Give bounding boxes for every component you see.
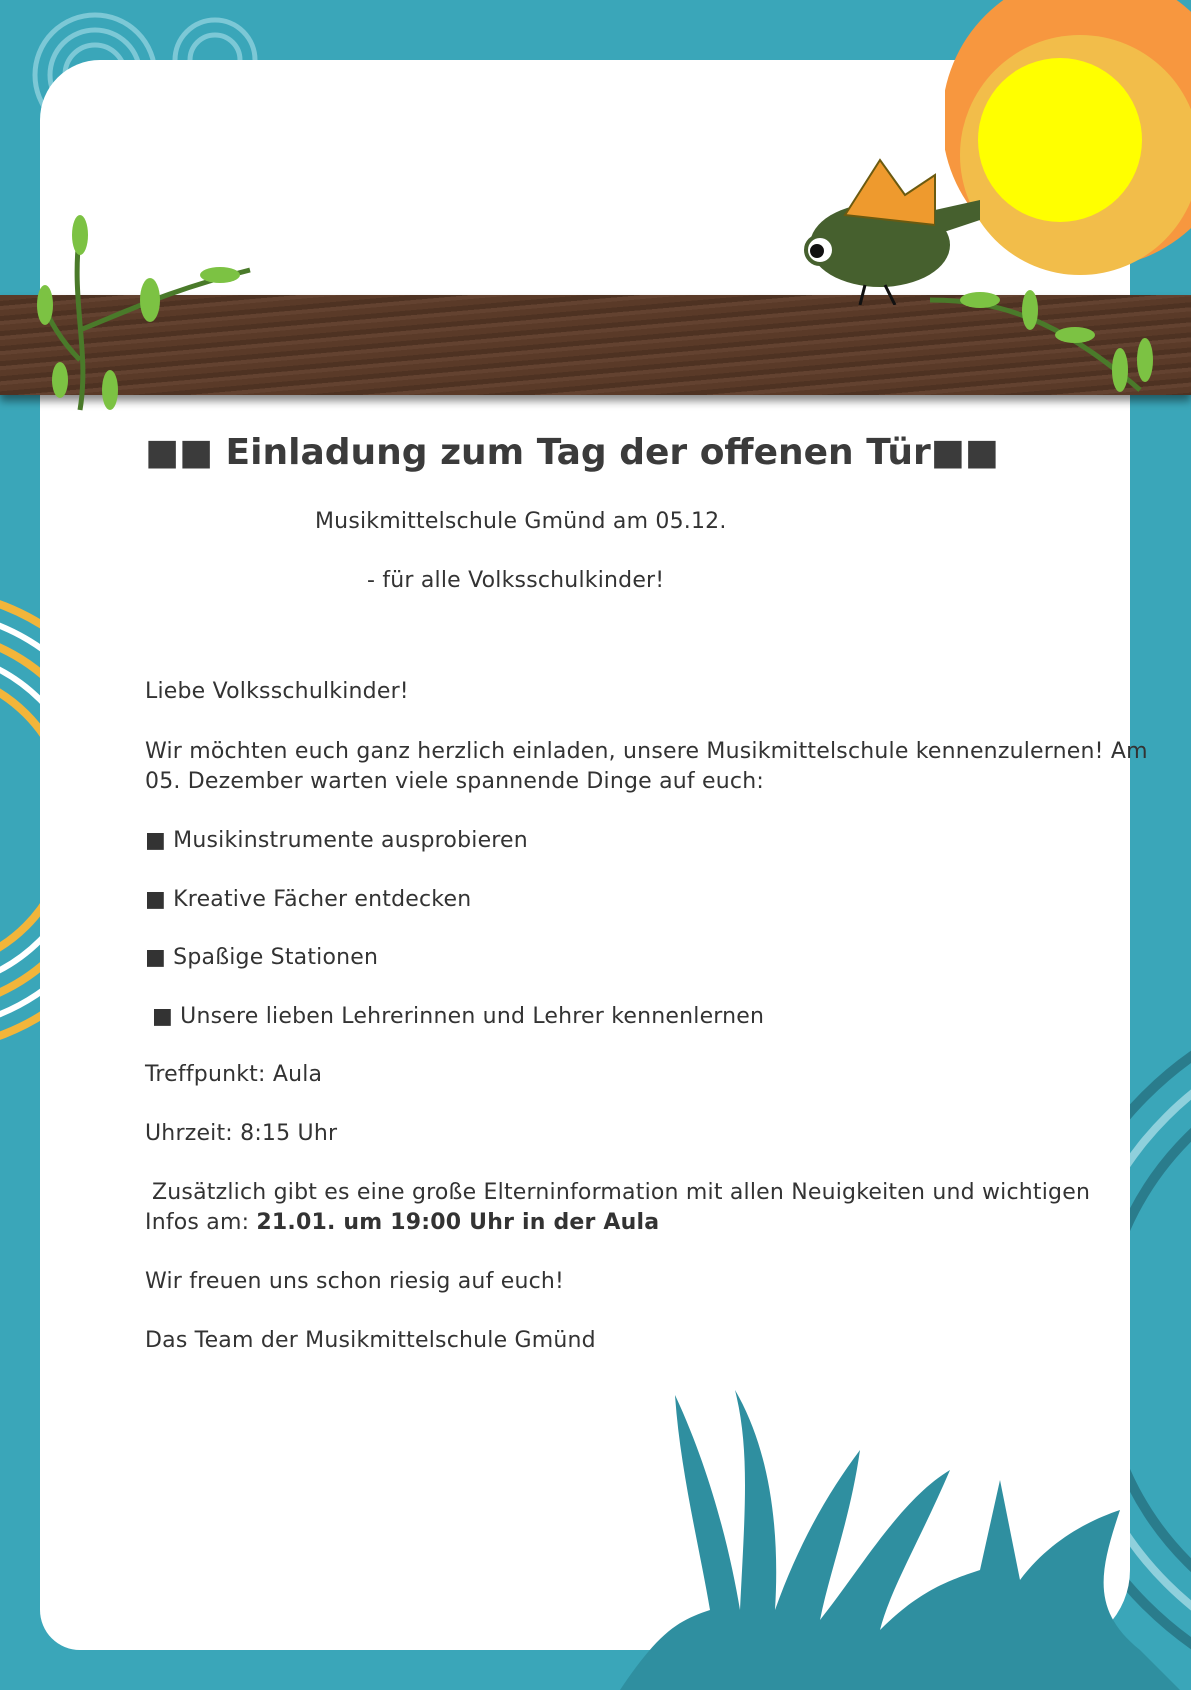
closing: Wir freuen uns schon riesig auf euch! xyxy=(145,1269,565,1294)
meeting-point: Treffpunkt: Aula xyxy=(145,1062,323,1087)
intro-line-2: 05. Dezember warten viele spannende Dinge auf euch: xyxy=(145,769,764,794)
vine-right-illustration xyxy=(920,280,1160,420)
page-title: ■■ Einladung zum Tag der offenen Tür■■ xyxy=(145,432,999,473)
subtitle-school: Musikmittelschule Gmünd am 05.12. xyxy=(315,509,727,534)
parents-info-line-1: Zusätzlich gibt es eine große Elterninformation mit allen Neuigkeiten und wichtigen xyxy=(152,1180,1091,1205)
bullet-item: ■ Spaßige Stationen xyxy=(145,945,379,970)
parents-info-prefix: Infos am: xyxy=(145,1210,257,1235)
bullet-item: ■ Unsere lieben Lehrerinnen und Lehrer kennenlernen xyxy=(152,1004,765,1029)
bullet-item: ■ Kreative Fächer entdecken xyxy=(145,887,472,912)
grass-illustration xyxy=(620,1390,1180,1690)
time: Uhrzeit: 8:15 Uhr xyxy=(145,1121,338,1146)
signature: Das Team der Musikmittelschule Gmünd xyxy=(145,1328,596,1353)
greeting: Liebe Volksschulkinder! xyxy=(145,679,409,704)
subtitle-audience: - für alle Volksschulkinder! xyxy=(367,568,665,593)
intro-line-1: Wir möchten euch ganz herzlich einladen, unsere Musikmittelschule kennenzulernen! Am xyxy=(145,739,1148,764)
parents-info-line-2 xyxy=(145,1210,659,1235)
vine-left-illustration xyxy=(20,210,280,430)
bullet-item: ■ Musikinstrumente ausprobieren xyxy=(145,828,528,853)
parents-info-date: 21.01. um 19:00 Uhr in der Aula xyxy=(256,1210,660,1235)
